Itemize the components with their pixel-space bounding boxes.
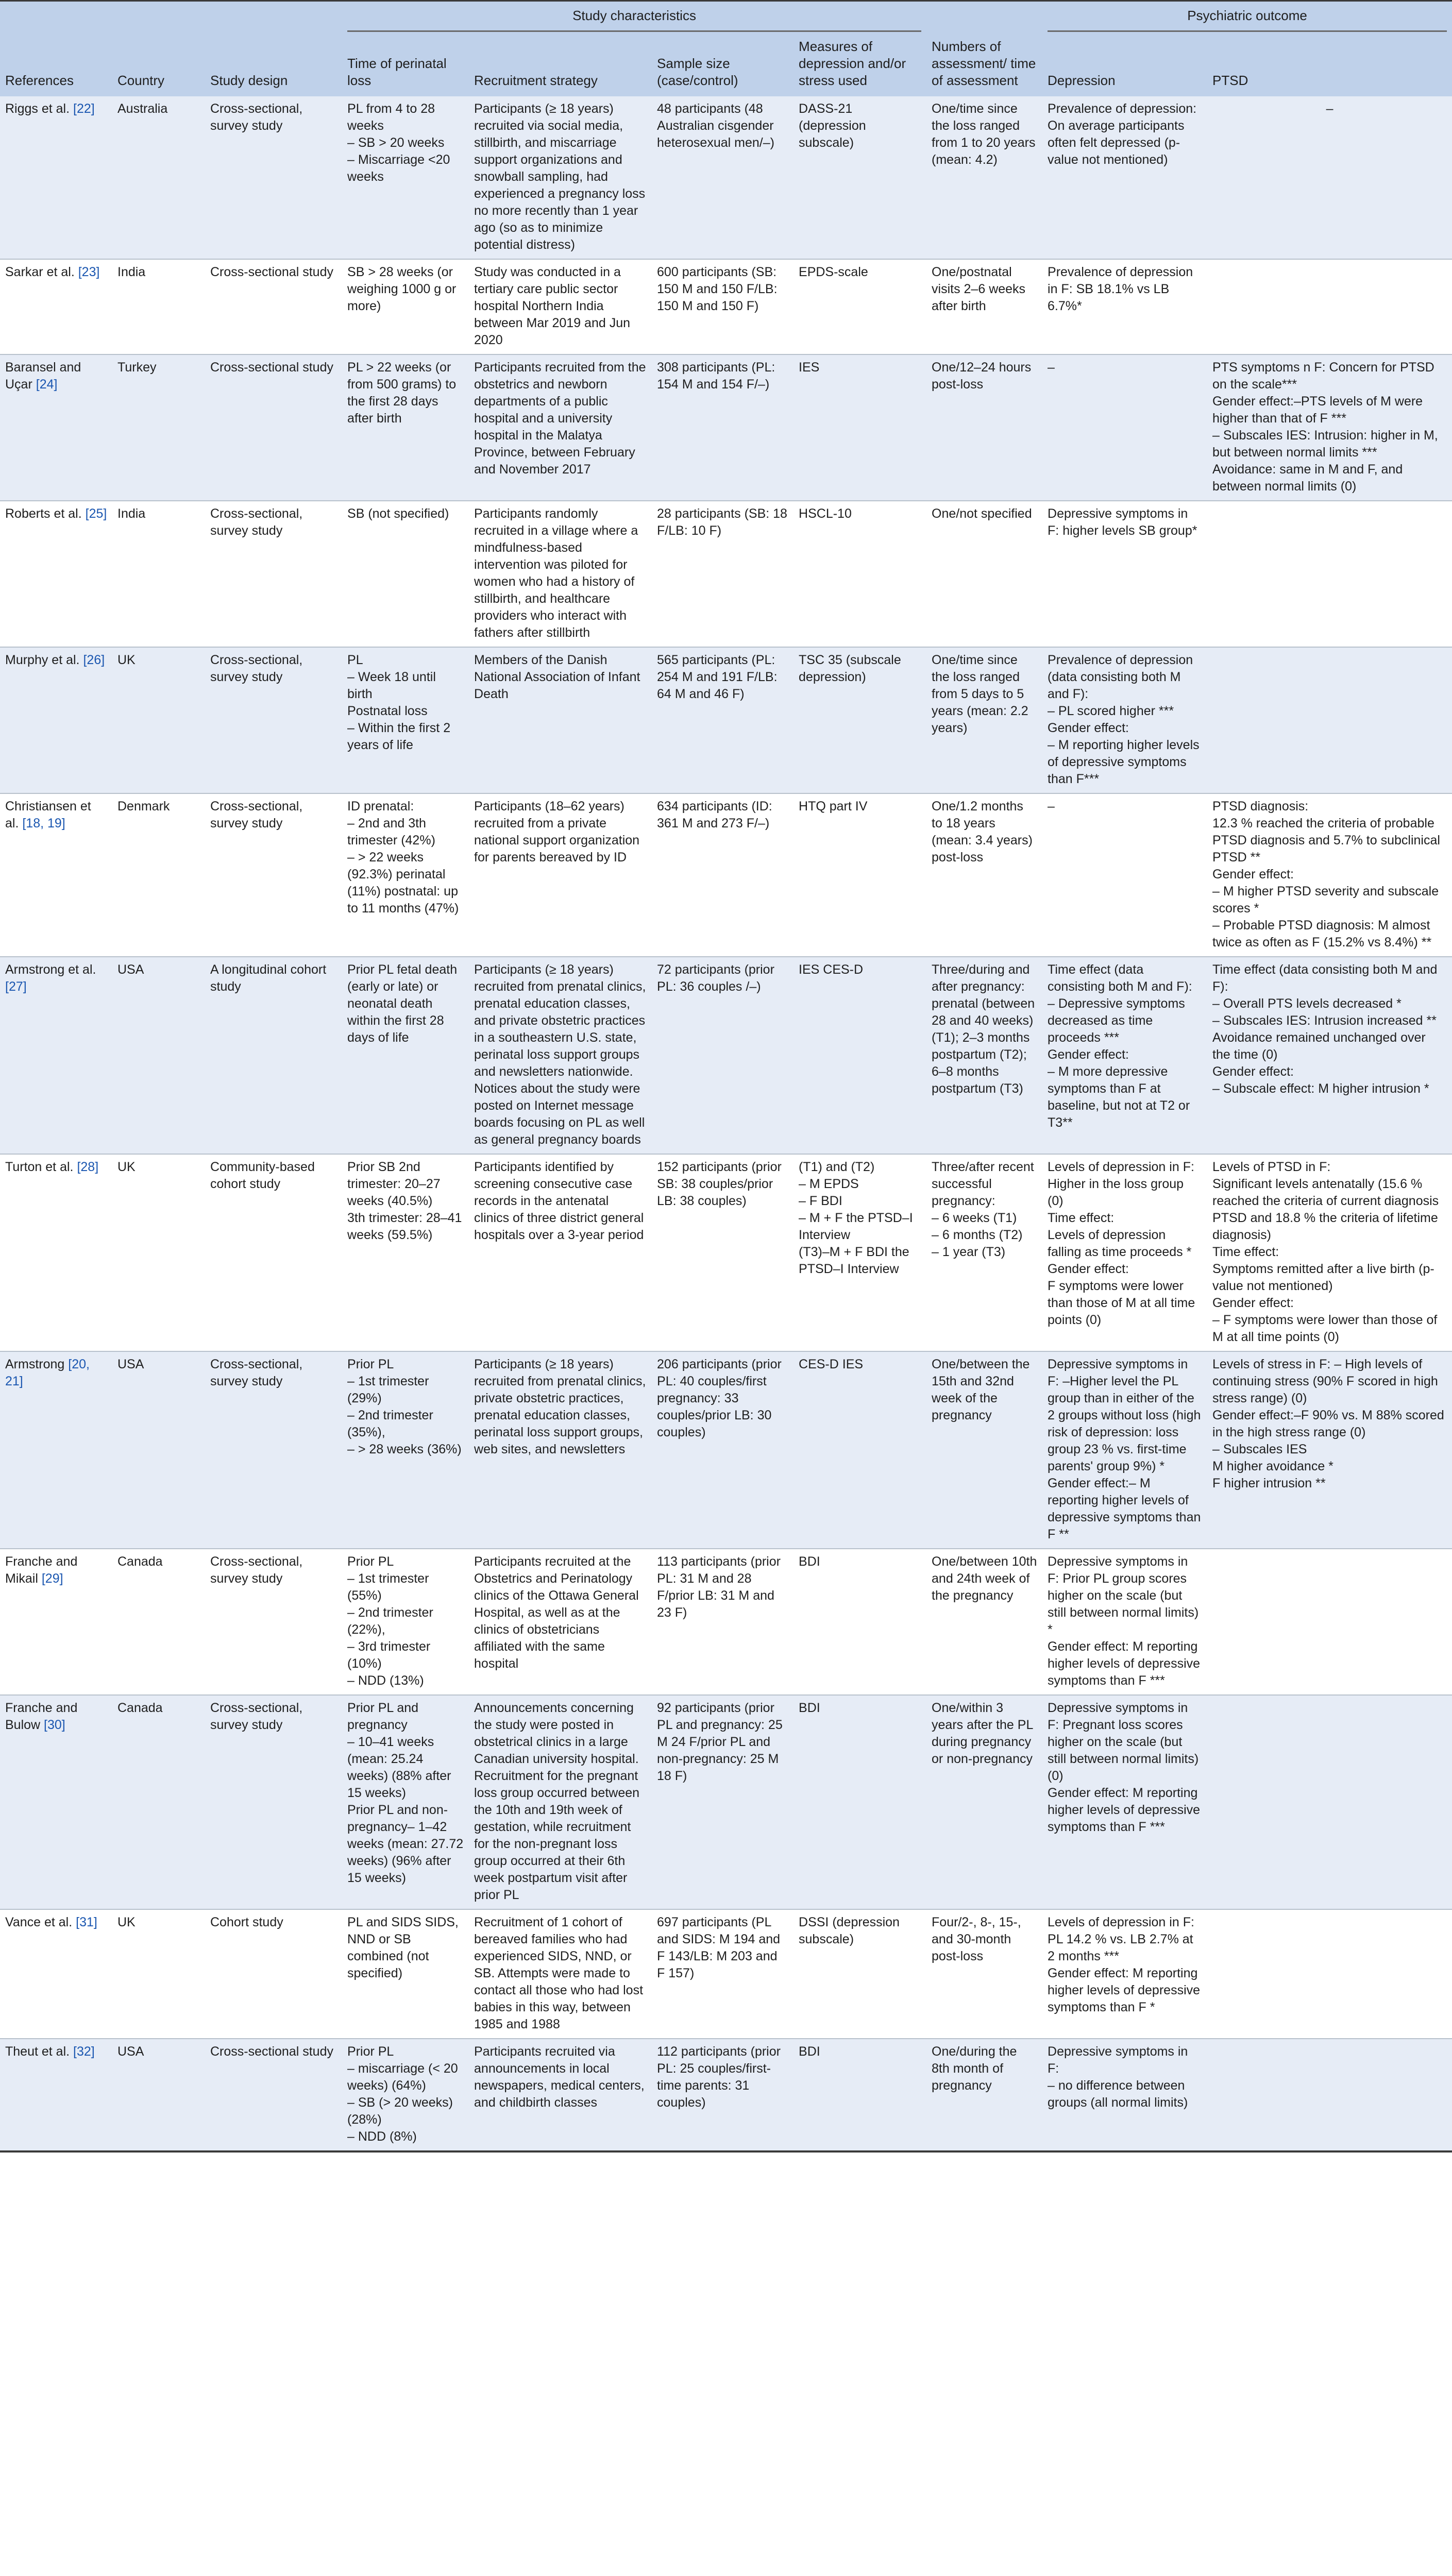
cell-time-of-loss	[342, 501, 469, 647]
cell-country	[112, 1154, 205, 1351]
cell-assessments	[926, 1695, 1042, 1909]
cell-ref	[0, 1351, 112, 1549]
cell-text: PL – Week 18 until birth Postnatal loss – Within the first 2 years of life	[347, 653, 451, 752]
cell-text: UK	[117, 653, 136, 667]
cell-country	[112, 647, 205, 793]
cell-text: Australia	[117, 101, 168, 116]
cell-text: Three/during and after pregnancy: prenatal (between 28 and 40 weeks) (T1); 2–3 months postpartum (T2); 6–8 months postpartum (T3)	[932, 962, 1035, 1096]
cell-measures	[793, 354, 926, 501]
table-row	[0, 793, 1452, 957]
reference-author: Franche and Mikail	[5, 1554, 78, 1586]
cell-text: Cross-sectional, survey study	[210, 799, 303, 831]
cell-country	[112, 259, 205, 354]
cell-text: USA	[117, 1357, 144, 1371]
cell-depression	[1042, 501, 1207, 647]
cell-country	[112, 1549, 205, 1695]
cell-text: 112 participants (prior PL: 25 couples/first-time parents: 31 couples)	[657, 2044, 781, 2110]
reference-link[interactable]: [23]	[78, 265, 100, 279]
cell-text: Cross-sectional study	[210, 265, 333, 279]
cell-text: Cross-sectional, survey study	[210, 101, 303, 133]
cell-ptsd	[1207, 647, 1452, 793]
reference-link[interactable]: [24]	[36, 377, 58, 392]
cell-text: Prevalence of depression: On average participants often felt depressed (p-value not mentioned)	[1048, 101, 1197, 167]
header-column-row	[0, 33, 1452, 96]
cell-ptsd	[1207, 957, 1452, 1154]
cell-ref	[0, 96, 112, 259]
cell-text: India	[117, 506, 146, 521]
cell-text: Participants randomly recruited in a village where a mindfulness-based intervention was piloted for women who had a history of stillbirth, and healthcare providers who interact with fathers after stillbirth	[474, 506, 638, 640]
table-body	[0, 96, 1452, 2151]
cell-assessments	[926, 501, 1042, 647]
cell-assessments	[926, 96, 1042, 259]
cell-text: Three/after recent successful pregnancy: – 6 weeks (T1) – 6 months (T2) – 1 year (T3)	[932, 1160, 1034, 1259]
cell-country	[112, 1351, 205, 1549]
cell-country	[112, 1695, 205, 1909]
cell-time-of-loss	[342, 1154, 469, 1351]
cell-text: Study was conducted in a tertiary care public sector hospital Northern India between Mar 2019 and Jun 2020	[474, 265, 631, 347]
cell-sample	[652, 259, 793, 354]
col-time-of-loss: Time of perinatal loss	[342, 33, 469, 96]
cell-text: Announcements concerning the study were posted in obstetrical clinics in a large Canadian university hospital. Recruitment for the pregnant loss group occurred between the 10th and 19th week of gestation, while recruitment for the non-pregnant loss group occurred at their 6th week postpartum visit after prior PL	[474, 1701, 640, 1902]
cell-country	[112, 354, 205, 501]
cell-time-of-loss	[342, 96, 469, 259]
col-country: Country	[112, 33, 205, 96]
cell-ptsd	[1207, 1154, 1452, 1351]
cell-time-of-loss	[342, 1695, 469, 1909]
table-row	[0, 957, 1452, 1154]
cell-study-design	[205, 1154, 342, 1351]
psychiatric-outcome-heading: Psychiatric outcome	[1042, 0, 1452, 33]
cell-ref	[0, 647, 112, 793]
cell-depression	[1042, 1909, 1207, 2039]
cell-text: BDI	[799, 1701, 820, 1715]
cell-text: Prior PL and pregnancy – 10–41 weeks (mean: 25.24 weeks) (88% after 15 weeks) Prior PL and non-pregnancy– 1–42 weeks (mean: 27.72 weeks) (96% after 15 weeks)	[347, 1701, 464, 1885]
cell-time-of-loss	[342, 647, 469, 793]
cell-recruitment	[469, 1154, 652, 1351]
cell-measures	[793, 1909, 926, 2039]
cell-text: PTS symptoms n F: Concern for PTSD on the scale*** Gender effect:–PTS levels of M were higher than that of F *** – Subscales IES: Intrusion: higher in M, but between normal limits *** Avoidance: same in M and F, and between normal limits (0)	[1212, 360, 1438, 494]
cell-assessments	[926, 1154, 1042, 1351]
cell-measures	[793, 647, 926, 793]
reference-link[interactable]: [22]	[73, 101, 95, 116]
col-recruitment: Recruitment strategy	[469, 33, 652, 96]
cell-sample	[652, 1909, 793, 2039]
cell-text: SB > 28 weeks (or weighing 1000 g or more)	[347, 265, 457, 313]
cell-text: One/postnatal visits 2–6 weeks after birth	[932, 265, 1026, 313]
cell-sample	[652, 1695, 793, 1909]
reference-link[interactable]: [25]	[85, 506, 107, 521]
cell-text: One/time since the loss ranged from 1 to 20 years (mean: 4.2)	[932, 101, 1036, 167]
cell-study-design	[205, 354, 342, 501]
cell-ref	[0, 1695, 112, 1909]
reference-author: Baransel and Uçar	[5, 360, 81, 392]
cell-sample	[652, 1351, 793, 1549]
cell-text: India	[117, 265, 146, 279]
cell-depression	[1042, 793, 1207, 957]
cell-text: UK	[117, 1915, 136, 1929]
cell-text: Depressive symptoms in F: – no difference between groups (all normal limits)	[1048, 2044, 1188, 2110]
cell-text: Denmark	[117, 799, 170, 814]
cell-time-of-loss	[342, 957, 469, 1154]
cell-text: Participants recruited at the Obstetrics and Perinatology clinics of the Ottawa General Hospital, as well as at the clinics of obstetricians affiliated with the same hospital	[474, 1554, 639, 1671]
cell-text: SB (not specified)	[347, 506, 449, 521]
cell-text: Depressive symptoms in F: Pregnant loss scores higher on the scale (but still between normal limits) (0) Gender effect: M reporting higher levels of depressive symptoms than F ***	[1048, 1701, 1201, 1834]
cell-time-of-loss	[342, 354, 469, 501]
cell-depression	[1042, 2039, 1207, 2151]
cell-study-design	[205, 793, 342, 957]
cell-ref	[0, 501, 112, 647]
cell-text: Prior PL – 1st trimester (29%) – 2nd trimester (35%), – > 28 weeks (36%)	[347, 1357, 462, 1456]
cell-text: PL from 4 to 28 weeks – SB > 20 weeks – Miscarriage <20 weeks	[347, 101, 450, 184]
cell-assessments	[926, 957, 1042, 1154]
cell-study-design	[205, 259, 342, 354]
cell-time-of-loss	[342, 2039, 469, 2151]
cell-text: Prior SB 2nd trimester: 20–27 weeks (40.5%) 3th trimester: 28–41 weeks (59.5%)	[347, 1160, 462, 1242]
reference-author: Riggs et al.	[5, 101, 70, 116]
reference-link[interactable]: [31]	[76, 1915, 97, 1929]
cell-sample	[652, 1549, 793, 1695]
cell-study-design	[205, 647, 342, 793]
cell-text: A longitudinal cohort study	[210, 962, 327, 994]
cell-text: PTSD diagnosis: 12.3 % reached the criteria of probable PTSD diagnosis and 5.7% to subclinical PTSD ** Gender effect: – M higher PTSD severity and subscale scores * – Probable PTSD diagnosis: M almost twice as often as F (15.2% vs 8.4%) **	[1212, 799, 1440, 950]
cell-measures	[793, 1549, 926, 1695]
cell-text: BDI	[799, 2044, 820, 2059]
cell-recruitment	[469, 354, 652, 501]
reference-link[interactable]: [20, 21]	[5, 1357, 90, 1388]
reference-link[interactable]: [32]	[73, 2044, 95, 2059]
cell-recruitment	[469, 1351, 652, 1549]
col-depression: Depression	[1042, 33, 1207, 96]
cell-text: IES CES-D	[799, 962, 864, 977]
cell-depression	[1042, 647, 1207, 793]
reference-author: Vance et al.	[5, 1915, 73, 1929]
cell-study-design	[205, 96, 342, 259]
cell-text: DASS-21 (depression subscale)	[799, 101, 866, 150]
cell-text: EPDS-scale	[799, 265, 868, 279]
cell-text: Prevalence of depression in F: SB 18.1% vs LB 6.7%*	[1048, 265, 1193, 313]
cell-ptsd	[1207, 1351, 1452, 1549]
cell-measures	[793, 957, 926, 1154]
cell-sample	[652, 647, 793, 793]
cell-sample	[652, 96, 793, 259]
cell-country	[112, 957, 205, 1154]
cell-measures	[793, 501, 926, 647]
cell-text: Levels of PTSD in F: Significant levels antenatally (15.6 % reached the criteria of current diagnosis PTSD and 18.8 % the criteria of lifetime diagnosis) Time effect: Symptoms remitted after a live birth (p-value not mentioned) Gender effect: – F symptoms were lower than those of M at all time points (0)	[1212, 1160, 1439, 1344]
cell-text: Cohort study	[210, 1915, 283, 1929]
cell-text: Levels of stress in F: – High levels of continuing stress (90% F scored in high stress range) (0) Gender effect:–F 90% vs. M 88% scored in the high stress range (0) – Subscales IES M higher avoidance * F higher intrusion **	[1212, 1357, 1444, 1490]
cell-recruitment	[469, 501, 652, 647]
cell-ptsd	[1207, 1695, 1452, 1909]
cell-country	[112, 501, 205, 647]
cell-text: Members of the Danish National Association of Infant Death	[474, 653, 640, 701]
cell-text: DSSI (depression subscale)	[799, 1915, 900, 1946]
cell-study-design	[205, 1549, 342, 1695]
cell-text: Participants recruited from the obstetrics and newborn departments of a public hospital and a university hospital in the Malatya Province, between February and November 2017	[474, 360, 646, 477]
cell-text: Prior PL fetal death (early or late) or neonatal death within the first 28 days of life	[347, 962, 458, 1045]
cell-text: PL > 22 weeks (or from 500 grams) to the first 28 days after birth	[347, 360, 457, 426]
cell-text: 152 participants (prior SB: 38 couples/prior LB: 38 couples)	[657, 1160, 782, 1208]
cell-ref	[0, 1154, 112, 1351]
table-row	[0, 96, 1452, 259]
cell-measures	[793, 1154, 926, 1351]
cell-sample	[652, 793, 793, 957]
cell-text: Depressive symptoms in F: higher levels SB group*	[1048, 506, 1197, 538]
cell-study-design	[205, 1351, 342, 1549]
cell-text: Levels of depression in F: PL 14.2 % vs. LB 2.7% at 2 months *** Gender effect: M reporting higher levels of depressive symptoms than F *	[1048, 1915, 1201, 2014]
col-measures: Measures of depression and/or stress used	[793, 33, 926, 96]
cell-text: One/between 10th and 24th week of the pregnancy	[932, 1554, 1037, 1603]
cell-recruitment	[469, 647, 652, 793]
cell-text: 72 participants (prior PL: 36 couples /–)	[657, 962, 774, 994]
table-row	[0, 1695, 1452, 1909]
cell-ptsd	[1207, 354, 1452, 501]
table-row	[0, 1154, 1452, 1351]
cell-measures	[793, 259, 926, 354]
cell-recruitment	[469, 957, 652, 1154]
cell-ptsd	[1207, 2039, 1452, 2151]
cell-text: Participants (≥ 18 years) recruited from prenatal clinics, prenatal education classes, and private obstetric practices in a southeastern U.S. state, perinatal loss support groups and newsletters nationwide. Notices about the study were posted on Internet message boards focusing on PL as well as general pregnancy boards	[474, 962, 646, 1147]
reference-author: Turton et al.	[5, 1160, 74, 1174]
cell-depression	[1042, 354, 1207, 501]
cell-text: One/within 3 years after the PL during pregnancy or non-pregnancy	[932, 1701, 1033, 1766]
table-row	[0, 501, 1452, 647]
reference-link[interactable]: [26]	[83, 653, 105, 667]
cell-text: PL and SIDS SIDS, NND or SB combined (not specified)	[347, 1915, 459, 1980]
reference-link[interactable]: [27]	[5, 979, 27, 994]
cell-text: One/between the 15th and 32nd week of the pregnancy	[932, 1357, 1030, 1422]
cell-measures	[793, 1351, 926, 1549]
cell-depression	[1042, 259, 1207, 354]
col-ptsd: PTSD	[1207, 33, 1452, 96]
cell-depression	[1042, 957, 1207, 1154]
cell-ptsd	[1207, 259, 1452, 354]
cell-depression	[1042, 96, 1207, 259]
col-assessments: Numbers of assessment/ time of assessment	[926, 33, 1042, 96]
cell-text: 28 participants (SB: 18 F/LB: 10 F)	[657, 506, 787, 538]
cell-depression	[1042, 1695, 1207, 1909]
cell-measures	[793, 96, 926, 259]
cell-measures	[793, 1695, 926, 1909]
reference-author: Armstrong et al.	[5, 962, 96, 977]
cell-recruitment	[469, 793, 652, 957]
cell-text: (T1) and (T2) – M EPDS – F BDI – M + F the PTSD–I Interview (T3)–M + F BDI the PTSD–I Interview	[799, 1160, 913, 1276]
cell-time-of-loss	[342, 1351, 469, 1549]
cell-study-design	[205, 1695, 342, 1909]
cell-assessments	[926, 1351, 1042, 1549]
cell-text: Prior PL – 1st trimester (55%) – 2nd trimester (22%), – 3rd trimester (10%) – NDD (13%)	[347, 1554, 433, 1688]
cell-sample	[652, 501, 793, 647]
cell-text: –	[1048, 360, 1055, 375]
cell-text: 48 participants (48 Australian cisgender heterosexual men/–)	[657, 101, 774, 150]
reference-author: Roberts et al.	[5, 506, 82, 521]
cell-text: One/time since the loss ranged from 5 days to 5 years (mean: 2.2 years)	[932, 653, 1028, 735]
col-references: References	[0, 33, 112, 96]
cell-text: –	[1326, 101, 1333, 116]
cell-text: UK	[117, 1160, 136, 1174]
cell-text: Turkey	[117, 360, 157, 375]
cell-text: Cross-sectional study	[210, 360, 333, 375]
cell-text: Depressive symptoms in F: –Higher level the PL group than in either of the 2 groups without loss (high risk of depression: loss group 23 % vs. first-time parents' group 9%) * Gender effect:– M reporting higher levels of depressive symptoms than F **	[1048, 1357, 1201, 1541]
cell-sample	[652, 957, 793, 1154]
reference-author: Franche and Bulow	[5, 1701, 78, 1732]
reference-author: Christiansen et al.	[5, 799, 91, 831]
cell-time-of-loss	[342, 1909, 469, 2039]
table-row	[0, 1351, 1452, 1549]
table-row	[0, 354, 1452, 501]
cell-text: 697 participants (PL and SIDS: M 194 and F 143/LB: M 203 and F 157)	[657, 1915, 781, 1980]
cell-ref	[0, 793, 112, 957]
reference-author: Sarkar et al.	[5, 265, 75, 279]
cell-ref	[0, 259, 112, 354]
cell-assessments	[926, 793, 1042, 957]
cell-text: Canada	[117, 1701, 163, 1715]
cell-measures	[793, 2039, 926, 2151]
cell-text: 600 participants (SB: 150 M and 150 F/LB: 150 M and 150 F)	[657, 265, 778, 313]
cell-text: Time effect (data consisting both M and F): – Depressive symptoms decreased as time proceeds *** Gender effect: – M more depressive symptoms than F at baseline, but not at T2 or T3**	[1048, 962, 1192, 1130]
cell-text: Levels of depression in F: Higher in the loss group (0) Time effect: Levels of depression falling as time proceeds * Gender effect: F symptoms were lower than those of M at all time points (0)	[1048, 1160, 1195, 1327]
cell-text: ID prenatal: – 2nd and 3th trimester (42%) – > 22 weeks (92.3%) perinatal (11%) postnatal: up to 11 months (47%)	[347, 799, 459, 916]
cell-assessments	[926, 1909, 1042, 2039]
cell-text: Cross-sectional, survey study	[210, 1701, 303, 1732]
cell-text: CES-D IES	[799, 1357, 864, 1371]
reference-author: Theut et al.	[5, 2044, 70, 2059]
table-row	[0, 1909, 1452, 2039]
cell-study-design	[205, 2039, 342, 2151]
cell-text: IES	[799, 360, 820, 375]
cell-measures	[793, 793, 926, 957]
cell-recruitment	[469, 96, 652, 259]
cell-ptsd	[1207, 1549, 1452, 1695]
cell-recruitment	[469, 259, 652, 354]
cell-country	[112, 1909, 205, 2039]
cell-ref	[0, 2039, 112, 2151]
cell-text: Cross-sectional, survey study	[210, 653, 303, 684]
cell-text: Prevalence of depression (data consisting both M and F): – PL scored higher *** Gender effect: – M reporting higher levels of depressive symptoms than F***	[1048, 653, 1200, 786]
table-row	[0, 259, 1452, 354]
cell-text: 92 participants (prior PL and pregnancy: 25 M 24 F/prior PL and non-pregnancy: 25 M 18 F)	[657, 1701, 783, 1783]
cell-text: 634 participants (ID: 361 M and 273 F/–)	[657, 799, 772, 831]
cell-country	[112, 793, 205, 957]
cell-ref	[0, 957, 112, 1154]
cell-time-of-loss	[342, 259, 469, 354]
cell-recruitment	[469, 2039, 652, 2151]
cell-sample	[652, 2039, 793, 2151]
cell-text: TSC 35 (subscale depression)	[799, 653, 901, 684]
reference-author: Armstrong	[5, 1357, 65, 1371]
cell-text: Community-based cohort study	[210, 1160, 315, 1191]
cell-text: Participants recruited via announcements in local newspapers, medical centers, and childbirth classes	[474, 2044, 645, 2110]
cell-text: One/1.2 months to 18 years (mean: 3.4 years) post-loss	[932, 799, 1033, 865]
header-group-row	[0, 0, 1452, 33]
cell-ptsd	[1207, 1909, 1452, 2039]
cell-text: 565 participants (PL: 254 M and 191 F/LB: 64 M and 46 F)	[657, 653, 778, 701]
cell-text: HTQ part IV	[799, 799, 868, 814]
cell-text: Four/2-, 8-, 15-, and 30-month post-loss	[932, 1915, 1021, 1963]
cell-sample	[652, 1154, 793, 1351]
cell-assessments	[926, 647, 1042, 793]
reference-link[interactable]: [28]	[77, 1160, 99, 1174]
table-top-rule	[0, 0, 1452, 2]
cell-text: Participants (18–62 years) recruited from a private national support organization for parents bereaved by ID	[474, 799, 640, 865]
cell-text: 308 participants (PL: 154 M and 154 F/–)	[657, 360, 775, 392]
cell-study-design	[205, 957, 342, 1154]
cell-study-design	[205, 1909, 342, 2039]
cell-text: Participants (≥ 18 years) recruited from prenatal clinics, private obstetric practices, prenatal education classes, perinatal loss support groups, web sites, and newsletters	[474, 1357, 646, 1456]
cell-text: Participants (≥ 18 years) recruited via social media, stillbirth, and miscarriage support organizations and snowball sampling, had experienced a pregnancy loss no more recently than 1 year ago (so as to minimize potential distress)	[474, 101, 646, 252]
cell-ptsd	[1207, 793, 1452, 957]
cell-text: Depressive symptoms in F: Prior PL group scores higher on the scale (but still between normal limits) * Gender effect: M reporting higher levels of depressive symptoms than F ***	[1048, 1554, 1201, 1688]
table-row	[0, 1549, 1452, 1695]
cell-ptsd	[1207, 501, 1452, 647]
cell-assessments	[926, 259, 1042, 354]
cell-time-of-loss	[342, 793, 469, 957]
cell-text: USA	[117, 2044, 144, 2059]
cell-text: 113 participants (prior PL: 31 M and 28 F/prior LB: 31 M and 23 F)	[657, 1554, 781, 1620]
cell-text: Cross-sectional, survey study	[210, 1357, 303, 1388]
cell-ref	[0, 1909, 112, 2039]
cell-text: Recruitment of 1 cohort of bereaved families who had experienced SIDS, NND, or SB. Attempts were made to contact all those who had lost babies in this way, between 1985 and 1988	[474, 1915, 644, 2031]
reference-author: Murphy et al.	[5, 653, 80, 667]
cell-text: Prior PL – miscarriage (< 20 weeks) (64%) – SB (> 20 weeks) (28%) – NDD (8%)	[347, 2044, 458, 2144]
cell-text: Participants identified by screening consecutive case records in the antenatal clinics of three district general hospitals over a 3-year period	[474, 1160, 644, 1242]
cell-text: 206 participants (prior PL: 40 couples/first pregnancy: 33 couples/prior LB: 30 couples)	[657, 1357, 782, 1439]
cell-assessments	[926, 2039, 1042, 2151]
cell-assessments	[926, 1549, 1042, 1695]
cell-recruitment	[469, 1695, 652, 1909]
cell-text: Cross-sectional study	[210, 2044, 333, 2059]
reference-link[interactable]: [30]	[44, 1718, 65, 1732]
table-row	[0, 2039, 1452, 2151]
cell-recruitment	[469, 1549, 652, 1695]
cell-sample	[652, 354, 793, 501]
cell-depression	[1042, 1351, 1207, 1549]
cell-country	[112, 96, 205, 259]
cell-text: –	[1048, 799, 1055, 814]
cell-recruitment	[469, 1909, 652, 2039]
cell-text: Cross-sectional, survey study	[210, 1554, 303, 1586]
cell-text: Cross-sectional, survey study	[210, 506, 303, 538]
cell-study-design	[205, 501, 342, 647]
cell-text: One/not specified	[932, 506, 1032, 521]
cell-time-of-loss	[342, 1549, 469, 1695]
cell-text: USA	[117, 962, 144, 977]
reference-link[interactable]: [29]	[41, 1571, 63, 1586]
cell-text: Canada	[117, 1554, 163, 1569]
col-study-design: Study design	[205, 33, 342, 96]
cell-text: BDI	[799, 1554, 820, 1569]
cell-depression	[1042, 1154, 1207, 1351]
cell-text: Time effect (data consisting both M and F): – Overall PTS levels decreased * – Subscales IES: Intrusion increased ** Avoidance remained unchanged over the time (0) Gender effect: – Subscale effect: M higher intrusion *	[1212, 962, 1438, 1096]
study-characteristics-heading: Study characteristics	[342, 0, 926, 33]
cell-ref	[0, 354, 112, 501]
cell-text: HSCL-10	[799, 506, 852, 521]
table-row	[0, 647, 1452, 793]
cell-country	[112, 2039, 205, 2151]
cell-text: One/12–24 hours post-loss	[932, 360, 1032, 392]
cell-ptsd	[1207, 96, 1452, 259]
cell-text: One/during the 8th month of pregnancy	[932, 2044, 1017, 2093]
cell-ref	[0, 1549, 112, 1695]
reference-link[interactable]: [18, 19]	[22, 816, 65, 831]
cell-depression	[1042, 1549, 1207, 1695]
col-sample: Sample size (case/control)	[652, 33, 793, 96]
cell-assessments	[926, 354, 1042, 501]
